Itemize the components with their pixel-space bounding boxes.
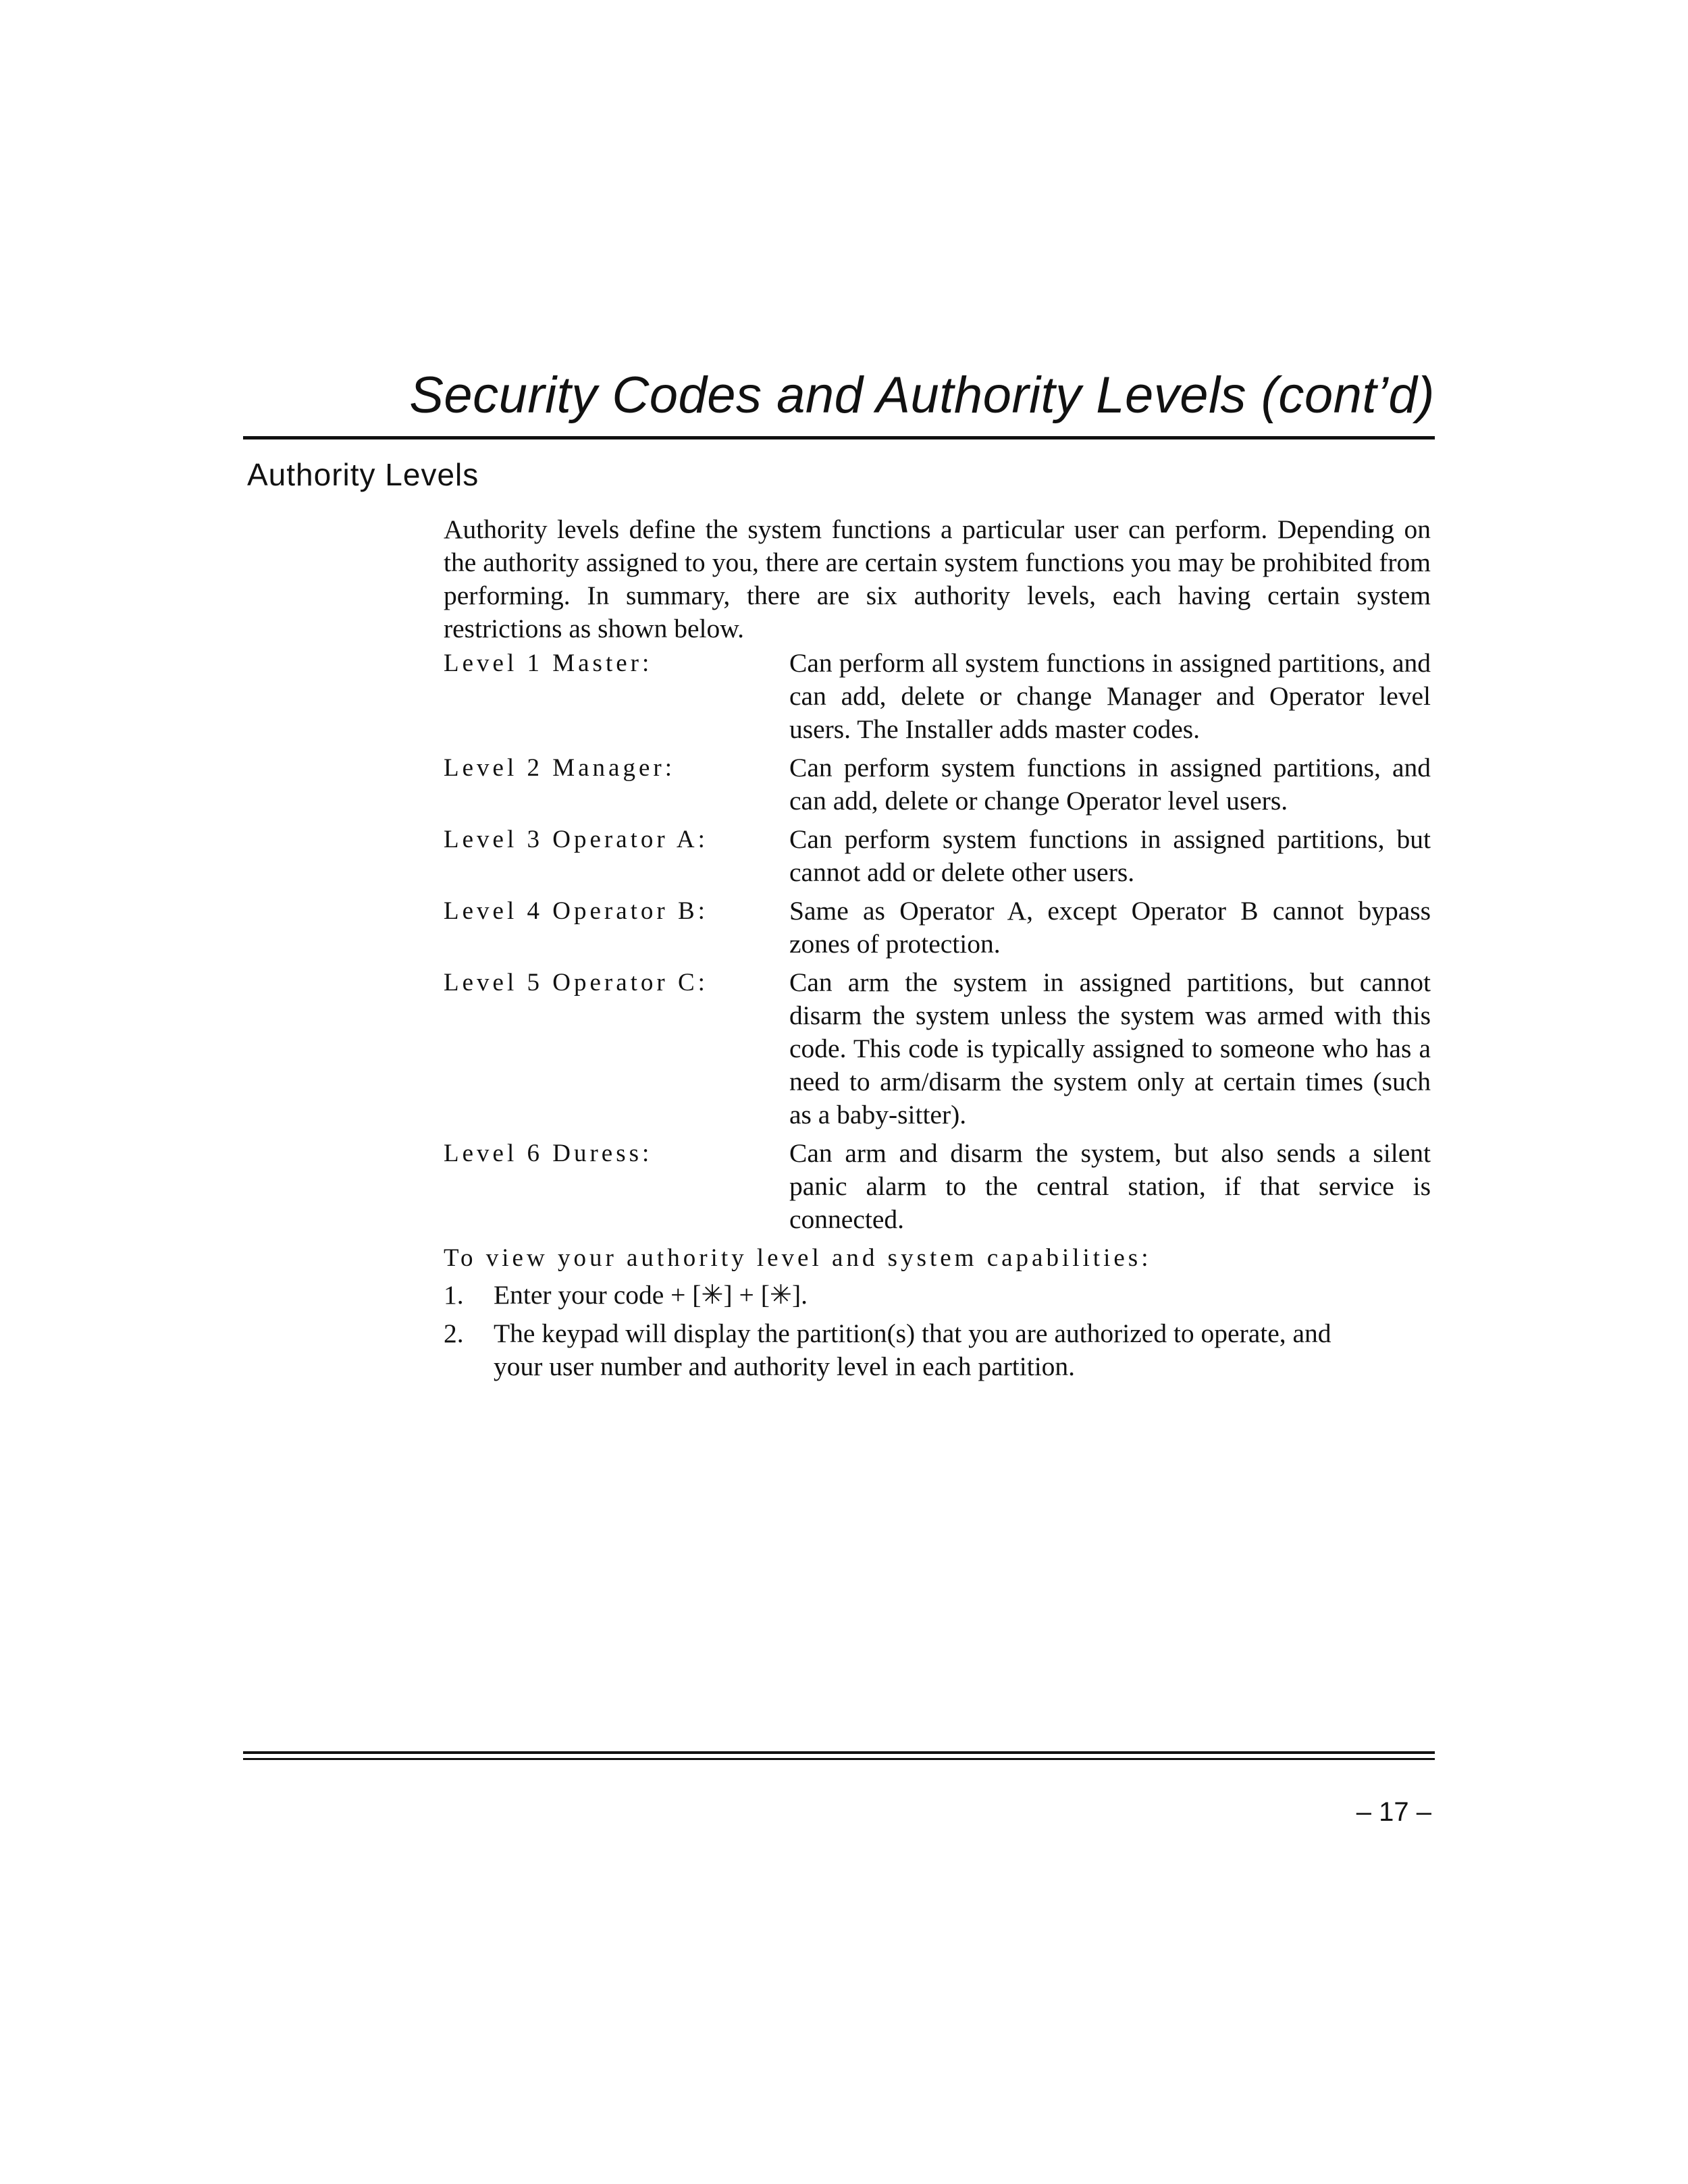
authority-level-item bbox=[444, 751, 1431, 818]
footer-rule-bottom bbox=[243, 1758, 1435, 1760]
instruction-steps bbox=[444, 1279, 1431, 1383]
level-description: Can arm the system in assigned partitions, but cannot disarm the system unless the system was armed with this code. This code is typically assigned to someone who has a need to arm/disarm the system only at certain times (such as a baby-sitter). bbox=[789, 967, 1431, 1129]
level-label: Level 3 Operator A: bbox=[444, 826, 708, 853]
authority-level-item bbox=[444, 823, 1431, 889]
step-text: The keypad will display the partition(s) that you are authorized to operate, and your user number and authority level in each partition. bbox=[494, 1319, 1331, 1381]
authority-level-item bbox=[444, 647, 1431, 746]
level-description: Can arm and disarm the system, but also sends a silent panic alarm to the central station, if that service is connected. bbox=[789, 1138, 1431, 1234]
authority-level-item bbox=[444, 966, 1431, 1131]
instruction-step bbox=[444, 1279, 1431, 1312]
step-text: Enter your code + [✳] + [✳]. bbox=[494, 1280, 808, 1310]
page-content bbox=[444, 513, 1431, 1389]
page-number: – 17 – bbox=[1356, 1797, 1431, 1827]
instructions-heading: To view your authority level and system capabilities: bbox=[444, 1244, 1152, 1272]
level-label: Level 4 Operator B: bbox=[444, 897, 708, 925]
title-rule bbox=[243, 436, 1435, 440]
level-label: Level 1 Master: bbox=[444, 649, 653, 677]
authority-level-item bbox=[444, 1137, 1431, 1236]
footer-rule-top bbox=[243, 1751, 1435, 1754]
level-description: Can perform all system functions in assigned partitions, and can add, delete or change Manager and Operator level users. The Installer adds master codes. bbox=[789, 648, 1431, 744]
level-label: Level 5 Operator C: bbox=[444, 969, 708, 996]
authority-level-list bbox=[444, 647, 1431, 1236]
instruction-step bbox=[444, 1317, 1431, 1383]
level-label: Level 6 Duress: bbox=[444, 1140, 653, 1167]
section-heading: Authority Levels bbox=[247, 457, 479, 492]
step-number: 1. bbox=[444, 1280, 464, 1310]
level-label: Level 2 Manager: bbox=[444, 754, 675, 782]
intro-paragraph: Authority levels define the system functions a particular user can perform. Depending on the authority assigned to you, there are certain system functions you may be prohibited from performing. In summary, there are six authority levels, each having certain system restrictions as shown below. bbox=[444, 514, 1431, 643]
step-number: 2. bbox=[444, 1319, 464, 1348]
level-description: Same as Operator A, except Operator B cannot bypass zones of protection. bbox=[789, 896, 1431, 959]
page-title: Security Codes and Authority Levels (cont’d) bbox=[409, 367, 1435, 424]
level-description: Can perform system functions in assigned partitions, and can add, delete or change Operator level users. bbox=[789, 753, 1431, 816]
level-description: Can perform system functions in assigned partitions, but cannot add or delete other users. bbox=[789, 824, 1431, 887]
authority-level-item bbox=[444, 895, 1431, 961]
